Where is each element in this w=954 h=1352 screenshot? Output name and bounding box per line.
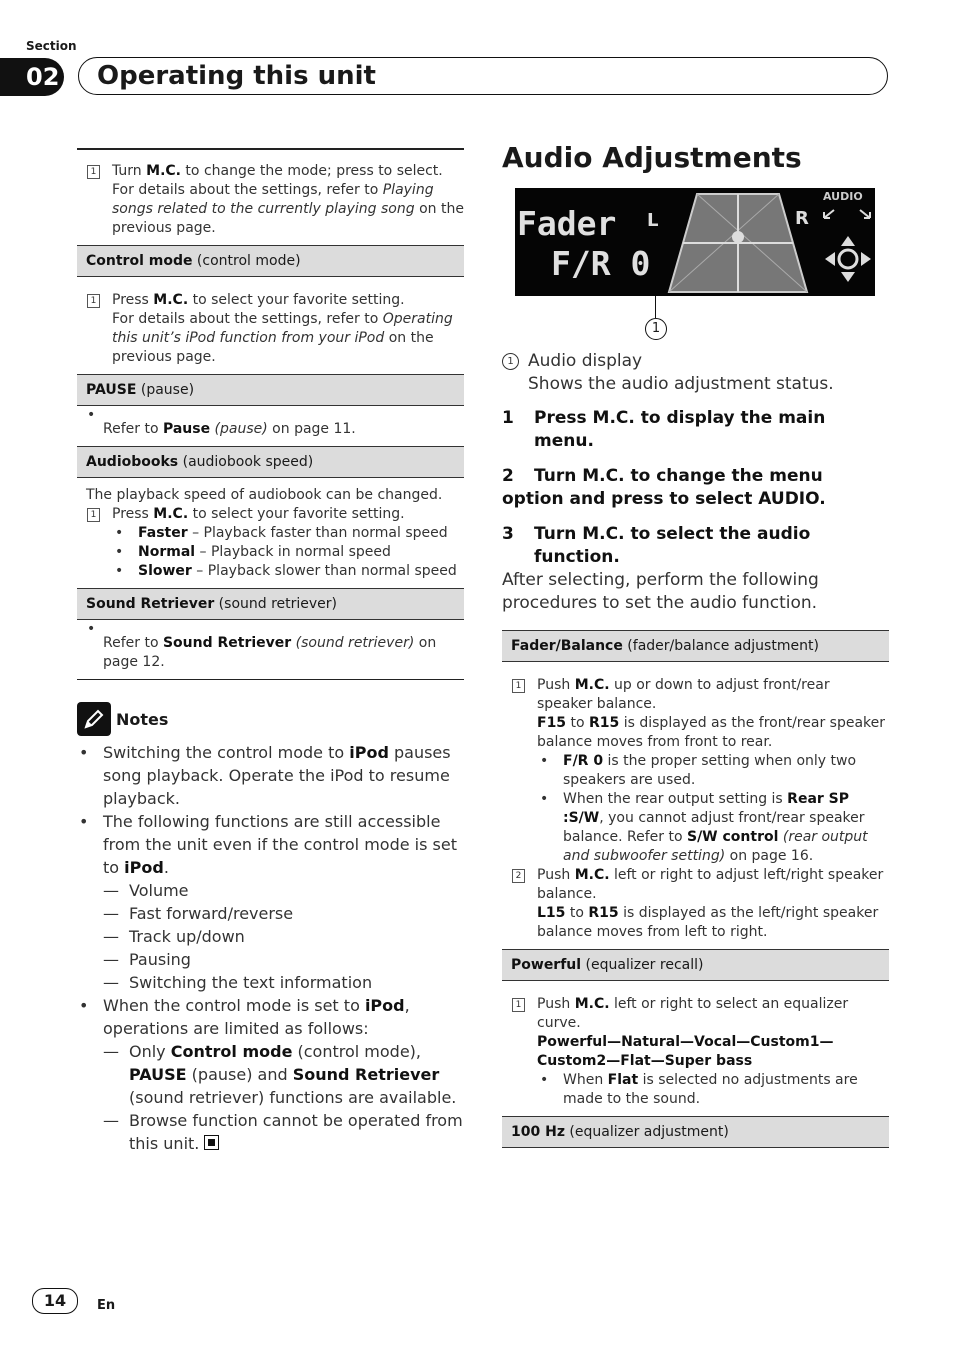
fader-step-1: 1 Push M.C. up or down to adjust front/rear speaker balance. F15 to R15 is displayed as the front/rear speaker balance moves from front to rear. [502,662,889,752]
step-number: 1 [87,508,100,522]
control-mode-header: Control mode (control mode) [77,245,464,277]
option-normal: • Normal – Playback in normal speed [77,543,464,562]
section-number: 02 [0,58,64,96]
section-label: Section [26,39,77,53]
caption-number: 1 [502,353,519,370]
hz100-header: 100 Hz (equalizer adjustment) [502,1116,889,1148]
step-number: 2 [512,869,525,883]
audiobooks-step: 1 Press M.C. to select your favorite setting. [77,505,464,524]
audiobooks-desc: The playback speed of audiobook can be changed. [86,487,443,503]
audiobooks-header: Audiobooks (audiobook speed) [77,446,464,478]
note-3-item: — Only Control mode (control mode), PAUSE (pause) and Sound Retriever (sound retriever) functions are available. [77,1040,464,1109]
powerful-bullet-1: • When Flat is selected no adjustments are made to the sound. [502,1071,889,1116]
step-number: 1 [512,998,525,1012]
fader-step-2: 2 Push M.C. left or right to adjust left/right speaker balance. L15 to R15 is displayed as the left/right speaker balance moves from left to right. [502,866,889,949]
callout [502,296,889,342]
display-line-2: F/R 0 [551,244,651,283]
notes-heading: Notes [77,702,464,736]
control-mode-step: 1 Press M.C. to select your favorite setting. For details about the settings, refer to Operating this unit’s iPod function from your iPod on the previous page. [77,277,464,374]
audio-adjustments-title: Audio Adjustments [502,141,802,174]
audio-display-caption: 1 Audio display Shows the audio adjustment status. [502,350,889,396]
note-3: • When the control mode is set to iPod, operations are limited as follows: [77,994,464,1040]
multi-control-icon [823,234,873,284]
language-label: En [97,1298,116,1313]
left-column [77,148,464,1155]
display-audio-tag: AUDIO [823,190,863,203]
powerful-step-1: 1 Push M.C. left or right to select an equalizer curve. Powerful—Natural—Vocal—Custom1—Custom2—Flat—Super bass [502,981,889,1071]
page-number: 14 [32,1288,78,1314]
fader-grid-icon [667,192,809,294]
page-title: Operating this unit [97,61,376,91]
note-2-item: — Pausing [77,948,464,971]
intro-step: 1 Turn M.C. to change the mode; press to select. For details about the settings, refer to Playing songs related to the currently playing song on the previous page. [77,150,464,245]
step-1: 1 Press M.C. to display the main menu. [502,408,826,451]
callout-number: 1 [645,318,667,340]
arrows-icon [822,206,872,222]
note-2: • The following functions are still accessible from the unit even if the control mode is set to iPod. [77,810,464,879]
note-1: • Switching the control mode to iPod pauses song playback. Operate the iPod to resume playback. [77,741,464,810]
fader-bullet-2: • When the rear output setting is Rear SP :S/W, you cannot adjust front/rear speaker balance. Refer to S/W control (rear output and subwoofer setting) on page 16. [502,790,889,866]
step-number: 1 [87,165,100,179]
note-2-item: — Volume [77,879,464,902]
display-line-1: Fader [517,204,617,243]
sound-retriever-bullet: • Refer to Sound Retriever (sound retriever) on page 12. [77,620,464,679]
equalizer-curves: Powerful—Natural—Vocal—Custom1—Custom2—Flat—Super bass [537,1034,834,1069]
fader-balance-header: Fader/Balance (fader/balance adjustment) [502,630,889,662]
note-3-item: — Browse function cannot be operated from this unit. [77,1109,464,1155]
step-number: 1 [512,679,525,693]
step-3: 3 Turn M.C. to select the audio function. [502,524,811,567]
sound-retriever-header: Sound Retriever (sound retriever) [77,588,464,620]
display-left-label: L [647,210,659,231]
powerful-header: Powerful (equalizer recall) [502,949,889,981]
end-mark-icon [204,1135,219,1150]
step-number: 1 [87,294,100,308]
fader-bullet-1: • F/R 0 is the proper setting when only two speakers are used. [502,752,889,790]
display-right-label: R [795,208,809,229]
notes-list [77,741,464,1155]
step-2: 2 Turn M.C. to change the menu option and press to select AUDIO. [502,466,826,509]
note-2-item: — Switching the text information [77,971,464,994]
pause-header: PAUSE (pause) [77,374,464,406]
option-slower: • Slower – Playback slower than normal speed [77,562,464,588]
note-2-item: — Track up/down [77,925,464,948]
pencil-icon [77,702,111,736]
pause-bullet: • Refer to Pause (pause) on page 11. [77,406,464,446]
option-faster: • Faster – Playback faster than normal speed [77,524,464,543]
after-select-text: After selecting, perform the following procedures to set the audio function. [502,570,819,613]
right-column [502,140,889,1148]
audio-display-image [515,188,875,296]
note-2-item: — Fast forward/reverse [77,902,464,925]
